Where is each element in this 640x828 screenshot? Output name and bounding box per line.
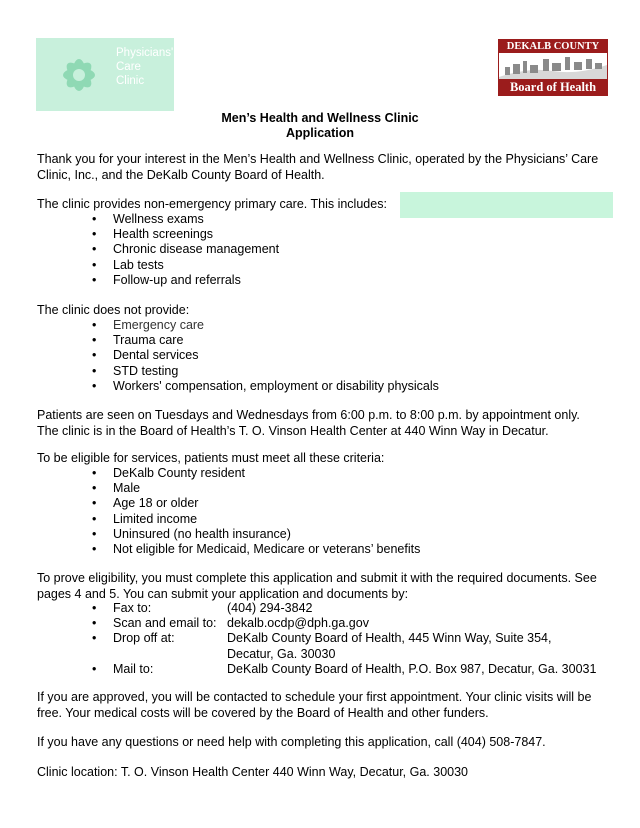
intro-line-1: Thank you for your interest in the Men’s Health and Wellness Clinic, operated by the Physicians’ Care: [37, 152, 599, 166]
list-item: • Wellness exams: [92, 212, 204, 226]
intro-line-2: Clinic, Inc., and the DeKalb County Board of Health.: [37, 167, 325, 182]
physicians-care-clinic-logo: [36, 38, 174, 111]
list-item: • Follow-up and referrals: [92, 272, 241, 287]
location-paragraph: Clinic location: T. O. Vinson Health Center 440 Winn Way, Decatur, Ga. 30030: [37, 765, 469, 779]
logo-line-1: Physicians': [116, 47, 174, 59]
eligible-heading: To be eligible for services, patients must meet all these criteria:: [37, 451, 385, 465]
intro-paragraph: [37, 152, 617, 183]
schedule-paragraph: [37, 408, 617, 439]
list-item: • Age 18 or older: [92, 496, 199, 511]
list-item: • Not eligible for Medicaid, Medicare or veterans’ benefits: [92, 541, 421, 556]
page-title: [0, 111, 640, 141]
title-line-2: Application: [285, 126, 355, 140]
list-item: • Lab tests: [92, 257, 164, 272]
submit-method-mail: • Mail to: DeKalb County Board of Health, P.O. Box 987, Decatur, Ga. 30031: [92, 661, 597, 676]
list-item: • Workers' compensation, employment or disability physicals: [92, 378, 439, 393]
list-item: • DeKalb County resident: [92, 466, 246, 480]
submit-line-2: pages 4 and 5. You can submit your application and documents by:: [37, 586, 409, 601]
dekalb-board-of-health-logo: [498, 39, 608, 96]
provides-heading: The clinic provides non-emergency primary care. This includes:: [37, 197, 387, 211]
list-item: • STD testing: [92, 363, 179, 378]
submit-method-email: • Scan and email to: dekalb.ocdp@dph.ga.gov: [92, 616, 369, 631]
list-item: • Limited income: [92, 511, 198, 526]
not-provide-heading: The clinic does not provide:: [37, 303, 190, 317]
title-line-1: Men’s Health and Wellness Clinic: [221, 111, 419, 125]
schedule-line-2: The clinic is in the Board of Health’s T. O. Vinson Health Center at 440 Winn Way in Decatur.: [37, 423, 549, 438]
provides-list: [0, 212, 640, 288]
eligible-list: [0, 466, 640, 557]
submit-method-fax: • Fax to: (404) 294-3842: [92, 601, 313, 615]
schedule-line-1: Patients are seen on Tuesdays and Wednesdays from 6:00 p.m. to 8:00 p.m. by appointment only.: [37, 408, 580, 422]
submit-paragraph: [37, 571, 617, 602]
logo-board-text: Board of Health: [499, 79, 607, 95]
submit-method-dropoff: • Drop off at: DeKalb County Board of Health, 445 Winn Way, Suite 354, Decatur, Ga. 30030: [92, 631, 552, 661]
list-item: • Chronic disease management: [92, 242, 280, 257]
list-item: • Male: [92, 481, 141, 496]
not-provide-list: [0, 318, 640, 394]
questions-paragraph: If you have any questions or need help with completing this application, call (404) 508-7847.: [37, 735, 546, 749]
skyline-icon: [499, 53, 607, 80]
submit-line-1: To prove eligibility, you must complete this application and submit it with the required documents. See: [37, 571, 597, 585]
submit-methods-list: [0, 601, 640, 677]
approved-line-1: If you are approved, you will be contacted to schedule your first appointment. Your clinic visits will be: [37, 690, 592, 704]
list-item: • Dental services: [92, 348, 199, 363]
logo-county-text: DEKALB COUNTY: [499, 40, 607, 53]
logo-line-3: Clinic: [116, 75, 145, 87]
list-item: • Uninsured (no health insurance): [92, 526, 291, 541]
list-item: • Trauma care: [92, 333, 184, 348]
list-item: • Emergency care: [92, 318, 205, 332]
approved-line-2: free. Your medical costs will be covered by the Board of Health and other funders.: [37, 705, 489, 720]
logo-line-2: Care: [116, 61, 141, 73]
approved-paragraph: [37, 690, 617, 721]
flower-icon: [44, 44, 114, 106]
list-item: • Health screenings: [92, 227, 214, 242]
